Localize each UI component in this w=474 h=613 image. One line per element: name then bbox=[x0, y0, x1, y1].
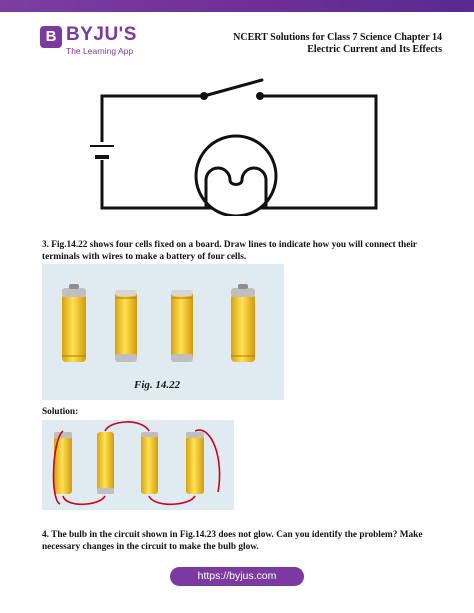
cell-2 bbox=[115, 290, 137, 362]
document-header bbox=[233, 32, 442, 56]
switch-lever bbox=[204, 80, 262, 96]
solution-figure bbox=[42, 420, 234, 510]
cell-3 bbox=[171, 290, 193, 362]
question-4-text: 4. The bulb in the circuit shown in Fig.14.23 does not glow. Can you identify the problem? Make necessary changes in the circuit to make the bulb glow. bbox=[42, 530, 423, 552]
series-cell-4 bbox=[186, 432, 204, 494]
cell-4 bbox=[231, 284, 255, 362]
logo-wordmark: BYJU'S bbox=[66, 24, 137, 45]
series-cell-1 bbox=[54, 432, 72, 494]
wire-1 bbox=[63, 496, 105, 504]
header-title-line1: NCERT Solutions for Class 7 Science Chapter 14 bbox=[233, 32, 442, 43]
wire-2 bbox=[105, 422, 149, 431]
figure-caption: Fig. 14.22 bbox=[134, 379, 181, 391]
circuit-diagram bbox=[84, 76, 384, 216]
series-cell-3 bbox=[141, 432, 158, 494]
logo-mark: B bbox=[40, 26, 62, 48]
footer-url-link[interactable]: https://byjus.com bbox=[170, 567, 304, 586]
switch-contact-right bbox=[256, 92, 264, 100]
logo-tagline: The Learning App bbox=[66, 46, 134, 56]
wire-3 bbox=[149, 496, 195, 504]
figure-14-22 bbox=[42, 264, 284, 400]
series-battery-illustration bbox=[42, 420, 234, 510]
four-cells-illustration bbox=[42, 264, 284, 374]
bulb-symbol bbox=[196, 136, 276, 216]
switch-contact-left bbox=[200, 92, 208, 100]
top-accent-bar bbox=[0, 0, 474, 12]
solution-label: Solution: bbox=[42, 407, 79, 417]
byjus-logo[interactable] bbox=[40, 24, 150, 62]
cell-1 bbox=[62, 284, 86, 362]
header-title-line2: Electric Current and Its Effects bbox=[307, 44, 442, 55]
question-3-text: 3. Fig.14.22 shows four cells fixed on a board. Draw lines to indicate how you will connect their terminals with wires to make a battery of four cells. bbox=[42, 240, 417, 262]
series-cell-2 bbox=[97, 432, 114, 494]
